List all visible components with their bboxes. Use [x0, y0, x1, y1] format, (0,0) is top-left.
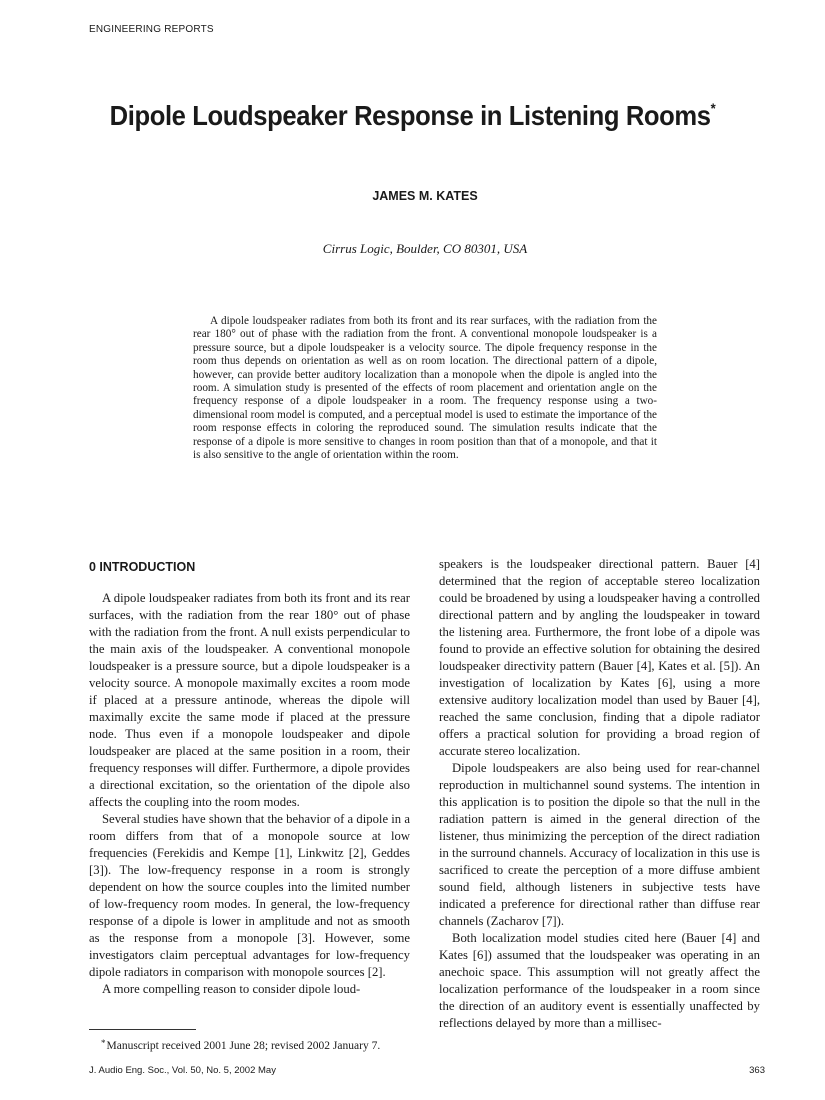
footnote-mark: *	[101, 1038, 106, 1048]
paragraph: A more compelling reason to consider dipole loud-	[102, 982, 361, 996]
author: JAMES M. KATES	[372, 189, 478, 203]
abstract: A dipole loudspeaker radiates from both its front and its rear surfaces, with the radiation from the rear 180° out of phase with the radiation from the front. A conventional monopole loudspeaker is a pressure source, but a dipole loudspeaker is a velocity source. The dipole frequency response in the room thus depends on orientation as well as on room location. The directional pattern of a dipole, however, can provide better auditory localization than a monopole when the dipole is angled into the room. A simulation study is presented of the effects of room placement and orientation angle on the frequency response of a dipole loudspeaker in a room. The frequency response using a two-dimensional room model is computed, and a perceptual model is used to estimate the importance of the room response effects in coloring the reproduced sound. The simulation results indicate that the response of a dipole is more sensitive to changes in room position than that of a monopole, and that it is also sensitive to the angle of orientation within the room.	[193, 315, 657, 462]
footnote-text: Manuscript received 2001 June 28; revised 2002 January 7.	[106, 1040, 381, 1052]
title-footnote-mark[interactable]: *	[710, 100, 716, 116]
journal-citation: J. Audio Eng. Soc., Vol. 50, No. 5, 2002 May	[89, 1065, 276, 1076]
section-heading: 0 INTRODUCTION	[89, 560, 196, 574]
right-column	[439, 556, 760, 1032]
paragraph: A dipole loudspeaker radiates from both its front and its rear surfaces, with the radiation from the rear 180° out of phase with the radiation from the front. A null exists perpendicular to the main axis of the loudspeaker. A conventional monopole loudspeaker is a pressure source, but a dipole loudspeaker is a velocity source. A monopole maximally excites a room mode if placed at a pressure antinode, whereas the dipole will maximally excite the same mode if placed at the pressure node. Thus even if a monopole loudspeaker and dipole loudspeaker are placed at the same position in a room, their frequency responses will differ. Furthermore, a dipole provides a directional excitation, so the orientation of the dipole also affects the coupling into the room modes.	[89, 591, 410, 809]
footnote-rule	[89, 1029, 196, 1030]
running-head: ENGINEERING REPORTS	[89, 24, 214, 35]
paragraph: Dipole loudspeakers are also being used for rear-channel reproduction in multichannel sound systems. The intention in this application is to position the dipole so that the null in the radiation pattern is aimed in the general direction of the listener, thus minimizing the perception of the direct radiation in the surround channels. Accuracy of localization in this use is sacrificed to create the perception of a more diffuse ambient sound field, although listeners in subjective tests have indicated a preference for directional rather than diffuse rear channels (Zacharov [7]).	[439, 761, 760, 928]
title-text: Dipole Loudspeaker Response in Listening Rooms	[109, 100, 711, 131]
article-title	[29, 100, 796, 132]
footnote	[101, 1036, 421, 1053]
paragraph: Several studies have shown that the behavior of a dipole in a room differs from that of a monopole source at low frequencies (Ferekidis and Kempe [1], Linkwitz [2], Geddes [3]). The low-frequency response in a room is strongly dependent on how the source couples into the limited number of low-frequency room modes. In general, the low-frequency response of a dipole is lower in amplitude and not as smooth as the response from a monopole [3]. However, some investigators claim perceptual advantages for low-frequency dipole radiators in comparison with monopole sources [2].	[89, 812, 410, 979]
affiliation: Cirrus Logic, Boulder, CO 80301, USA	[322, 241, 528, 256]
paragraph: Both localization model studies cited here (Bauer [4] and Kates [6]) assumed that the loudspeaker was operating in an anechoic space. This assumption will not greatly affect the localization performance of the loudspeaker in a room since the direction of an auditory event is essentially unaffected by reflections delayed by more than a millisec-	[439, 931, 760, 1030]
paragraph: speakers is the loudspeaker directional pattern. Bauer [4] determined that the region of acceptable stereo localization could be broadened by using a loudspeaker having a controlled directional pattern and by angling the loudspeaker in toward the listening area. Furthermore, the front lobe of a dipole was found to provide an effective solution for obtaining the desired loudspeaker directivity pattern (Bauer [4], Kates et al. [5]). An investigation of localization by Kates [6], using a more extensive auditory localization model than used by Bauer [4], reached the same conclusion, finding that a dipole radiator offers a practical solution for providing a broad region of accurate stereo localization.	[439, 557, 760, 758]
left-column	[89, 556, 410, 998]
page-number: 363	[749, 1065, 765, 1076]
